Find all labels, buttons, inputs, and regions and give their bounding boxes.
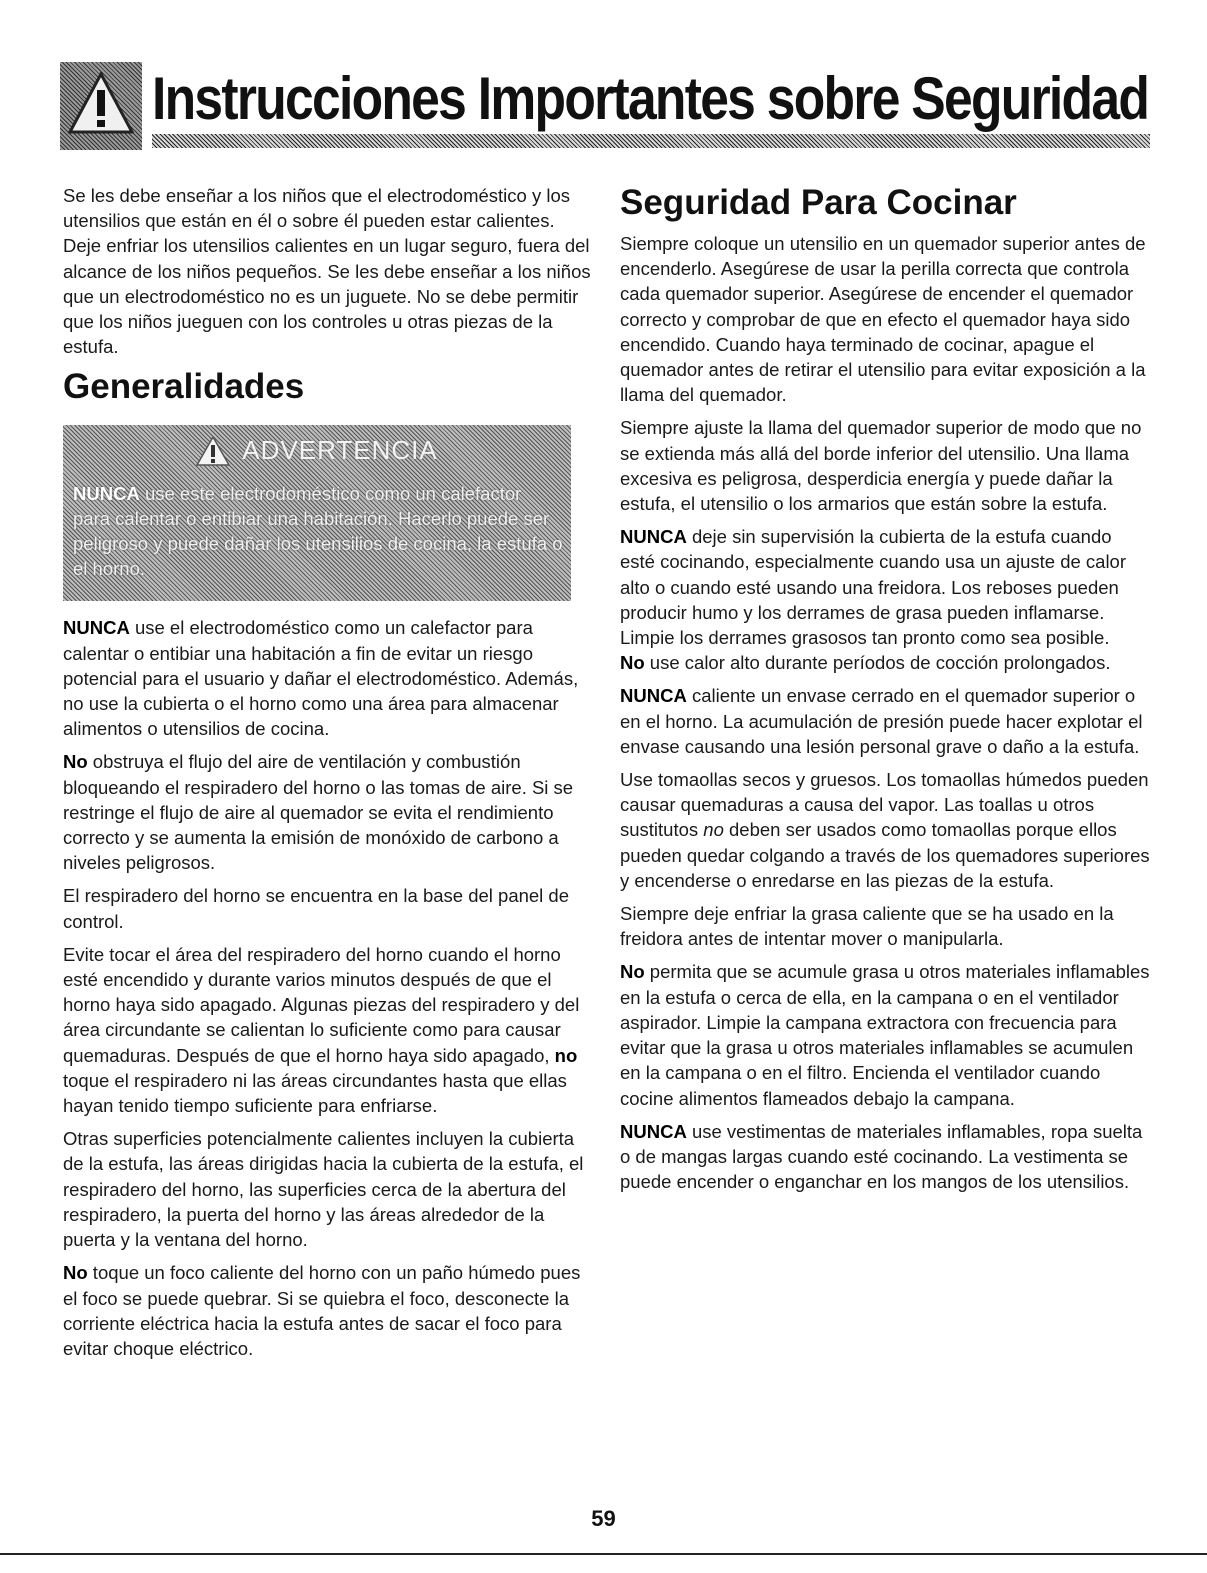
right-column <box>620 183 1150 1202</box>
paragraph-text: Evite tocar el área del respiradero del horno cuando el horno esté encendido y durante varios minutos después de que el horno haya sido apagado. Algunas piezas del respiradero y del área circundante se calientan lo suficiente como para causar quemaduras. Después de que el horno haya sido apagado, <box>63 943 580 1066</box>
paragraph-siempre-coloque: Siempre coloque un utensilio en un quemador superior antes de encenderlo. Asegúrese de usar la perilla correcta que controla cada quemador superior. Asegúrese de encender el quemador correcto y comprobar de que en efecto el quemador haya sido encendido. Cuando haya terminado de cocinar, apague el quemador antes de retirar el utensilio para evitar exposición a la llama del quemador. <box>620 233 1146 406</box>
left-column <box>63 183 593 1369</box>
paragraph-text: deben ser usados como tomaollas porque ellos pueden quedar colgando a través de los quemadores superiores y encenderse o enredarse en las piezas de la estufa. <box>620 819 1150 891</box>
paragraph-text: use el electrodoméstico como un calefactor para calentar o entibiar una habitación a fin de evitar un riesgo potencial para el usuario y dañar el electrodoméstico. Además, no use la cubierta o el horno como una área para almacenar alimentos o utensilios de cocina. <box>63 617 579 740</box>
page-header <box>60 62 1150 157</box>
lead-bold: NUNCA <box>63 617 130 639</box>
inline-bold: no <box>554 1044 578 1066</box>
paragraph-text: toque el respiradero ni las áreas circundantes hasta que ellas hayan tenido tiempo suficiente para enfriarse. <box>63 1069 567 1117</box>
title-rule <box>152 134 1150 148</box>
paragraph-no-acumule <box>620 959 1150 1110</box>
paragraph-grasa-caliente: Siempre deje enfriar la grasa caliente que se ha usado en la freidora antes de intentar mover o manipularla. <box>620 903 1114 950</box>
footer-rule <box>0 1553 1207 1555</box>
paragraph-tomaollas <box>620 767 1150 893</box>
lead-bold: NUNCA <box>620 526 687 548</box>
warning-box <box>63 425 571 601</box>
lead-bold: NUNCA <box>620 1120 687 1142</box>
paragraph-respiradero: El respiradero del horno se encuentra en la base del panel de control. <box>63 885 570 932</box>
paragraph-text: toque un foco caliente del horno con un paño húmedo pues el foco se puede quebrar. Si se quiebra el foco, desconecte la corriente eléctrica hacia la estufa antes de sacar el foco para evitar choque eléctrico. <box>63 1262 581 1359</box>
page-title: Instrucciones Importantes sobre Seguridad <box>152 65 1149 132</box>
page-number: 59 <box>591 1506 616 1531</box>
warning-lead: NUNCA <box>73 483 140 505</box>
paragraph-text: caliente un envase cerrado en el quemador superior o en el horno. La acumulación de presión puede hacer explotar el envase causando una lesión personal grave o daño a la estufa. <box>620 685 1143 757</box>
paragraph-evite-tocar <box>63 942 593 1118</box>
paragraph-nunca-calefactor <box>63 615 593 741</box>
lead-bold: No <box>63 751 88 773</box>
heading-seguridad-cocinar: Seguridad Para Cocinar <box>620 183 1017 222</box>
paragraph-otras-superficies: Otras superficies potencialmente calientes incluyen la cubierta de la estufa, las áreas dirigidas hacia la cubierta de la estufa, el respiradero del horno, las superficies cerca de la abertura del respiradero, la puerta del horno y las áreas alrededor de la puerta y la ventana del horno. <box>63 1128 584 1251</box>
paragraph-envase-cerrado <box>620 683 1150 759</box>
paragraph-no-obstruya <box>63 749 593 875</box>
warning-title: ADVERTENCIA <box>242 435 438 466</box>
warning-body: use este electrodoméstico como un calefactor para calentar o entibiar una habitación. Hacerlo puede ser peligroso y puede dañar los utensilios de cocina, la estufa o el horno. <box>73 483 563 580</box>
warning-triangle-icon <box>68 72 134 134</box>
paragraph-ajuste-llama: Siempre ajuste la llama del quemador superior de modo que no se extienda más allá del borde inferior del utensilio. Una llama excesiva es peligrosa, desperdicia energía y puede dañar la estufa, el utensilio o los armarios que están sobre la estufa. <box>620 417 1142 515</box>
lead-bold: No <box>620 652 645 674</box>
paragraph-vestimentas <box>620 1119 1150 1195</box>
warning-text <box>73 481 563 581</box>
warning-header <box>63 425 571 477</box>
warning-icon-box <box>60 62 142 150</box>
paragraph-text: use calor alto durante períodos de cocción prolongados. <box>644 652 1111 674</box>
paragraph-foco <box>63 1260 593 1361</box>
paragraph-nunca-deje <box>620 524 1150 650</box>
paragraph-no-calor-alto <box>620 650 1150 675</box>
warning-small-icon <box>196 436 230 466</box>
heading-generalidades: Generalidades <box>63 367 305 407</box>
paragraph-text: obstruya el flujo del aire de ventilación y combustión bloqueando el respiradero del horno o las tomas de aire. Si se restringe el flujo de aire al quemador se evita el rendimiento correcto y se aumenta la emisión de monóxido de carbono a niveles peligrosos. <box>63 751 574 874</box>
paragraph-text: deje sin supervisión la cubierta de la estufa cuando esté cocinando, especialmente cuando usa un ajuste de calor alto o cuando esté usando una freidora. Los reboses pueden producir humo y los derrames de grasa pueden inflamarse. Limpie los derrames grasosos tan pronto como sea posible. <box>620 526 1127 649</box>
paragraph-text: permita que se acumule grasa u otros materiales inflamables en la estufa o cerca de ella, en la campana o en el ventilador aspirador. Limpie la campana extractora con frecuencia para evitar que la grasa u otros materiales inflamables se acumulen en la campana o en el filtro. Encienda el ventilador cuando cocine alimentos flameados debajo la campana. <box>620 961 1150 1109</box>
lead-bold: No <box>63 1262 88 1284</box>
paragraph-text: Use tomaollas secos y gruesos. Los tomaollas húmedos pueden causar quemaduras a causa del vapor. Las toallas u otros sustitutos <box>620 769 1149 841</box>
lead-bold: No <box>620 961 645 983</box>
intro-paragraph: Se les debe enseñar a los niños que el electrodoméstico y los utensilios que están en él o sobre él pueden estar calientes. Deje enfriar los utensilios calientes en un lugar seguro, fuera del alcance de los niños pequeños. Se les debe enseñar a los niños que un electrodoméstico no es un juguete. No se debe permitir que los niños jueguen con los controles u otras piezas de la estufa. <box>63 185 591 358</box>
inline-italic: no <box>703 819 724 841</box>
paragraph-text: use vestimentas de materiales inflamables, ropa suelta o de mangas largas cuando esté cocinando. La vestimenta se puede encender o enganchar en los mangos de los utensilios. <box>620 1120 1143 1193</box>
lead-bold: NUNCA <box>620 685 687 707</box>
